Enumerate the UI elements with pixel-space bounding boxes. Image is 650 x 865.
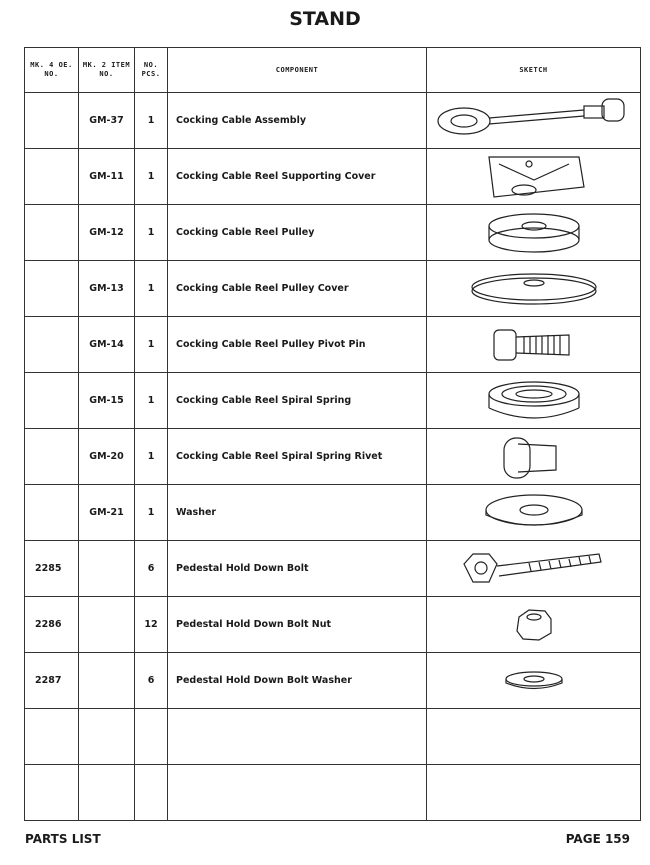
component-name: Cocking Cable Reel Spiral Spring Rivet [168,429,427,485]
parts-table [24,47,641,821]
pieces-count [135,765,168,821]
pivot-pin-sketch-icon [427,317,641,373]
table-row [25,485,641,541]
component-name: Cocking Cable Reel Pulley [168,205,427,261]
pieces-count: 1 [135,317,168,373]
component-name: Cocking Cable Assembly [168,93,427,149]
table-row [25,765,641,821]
item-number: GM-21 [79,485,135,541]
pieces-count: 1 [135,373,168,429]
table-row [25,429,641,485]
component-name: Washer [168,485,427,541]
page-title: STAND [289,8,361,30]
pieces-count: 1 [135,485,168,541]
oe-number: 2285 [25,541,79,597]
item-number: GM-13 [79,261,135,317]
component-name: Cocking Cable Reel Supporting Cover [168,149,427,205]
component-name: Cocking Cable Reel Pulley Pivot Pin [168,317,427,373]
pieces-count: 12 [135,597,168,653]
pieces-count: 6 [135,541,168,597]
page-number: PAGE 159 [565,832,630,846]
oe-number [25,373,79,429]
washer-sketch-icon [427,485,641,541]
sketch-cell [427,765,641,821]
table-row [25,653,641,709]
table-row [25,205,641,261]
item-number [79,709,135,765]
item-number [79,765,135,821]
oe-number [25,765,79,821]
oe-number [25,709,79,765]
pieces-count: 1 [135,261,168,317]
table-row [25,597,641,653]
header-sketch: SKETCH [427,48,641,93]
oe-number [25,317,79,373]
pulley-sketch-icon [427,205,641,261]
table-row [25,317,641,373]
item-number: GM-15 [79,373,135,429]
oe-number [25,261,79,317]
item-number [79,653,135,709]
item-number: GM-11 [79,149,135,205]
component-name: Pedestal Hold Down Bolt [168,541,427,597]
component-name: Cocking Cable Reel Spiral Spring [168,373,427,429]
pieces-count [135,709,168,765]
small-washer-sketch-icon [427,653,641,709]
header-oe: MK. 4 OE. NO. [25,48,79,93]
item-number [79,541,135,597]
item-number: GM-14 [79,317,135,373]
pieces-count: 6 [135,653,168,709]
component-name: Cocking Cable Reel Pulley Cover [168,261,427,317]
table-row [25,541,641,597]
table-row [25,93,641,149]
bolt-sketch-icon [427,541,641,597]
oe-number [25,485,79,541]
component-name: Pedestal Hold Down Bolt Washer [168,653,427,709]
table-header [25,48,641,93]
cable-assembly-sketch-icon [427,93,641,149]
header-component: COMPONENT [168,48,427,93]
spiral-spring-sketch-icon [427,373,641,429]
supporting-cover-sketch-icon [427,149,641,205]
header-item: MK. 2 ITEM NO. [79,48,135,93]
item-number [79,597,135,653]
pieces-count: 1 [135,149,168,205]
footer-label: PARTS LIST [25,832,101,846]
component-name: Pedestal Hold Down Bolt Nut [168,597,427,653]
oe-number [25,205,79,261]
sketch-cell [427,709,641,765]
table-row [25,373,641,429]
pieces-count: 1 [135,429,168,485]
component-name [168,765,427,821]
oe-number [25,149,79,205]
item-number: GM-12 [79,205,135,261]
header-pcs: NO. PCS. [135,48,168,93]
table-row [25,709,641,765]
item-number: GM-37 [79,93,135,149]
oe-number: 2287 [25,653,79,709]
pieces-count: 1 [135,93,168,149]
table-row [25,261,641,317]
item-number: GM-20 [79,429,135,485]
oe-number [25,93,79,149]
component-name [168,709,427,765]
rivet-sketch-icon [427,429,641,485]
nut-sketch-icon [427,597,641,653]
pieces-count: 1 [135,205,168,261]
pulley-cover-sketch-icon [427,261,641,317]
table-row [25,149,641,205]
oe-number [25,429,79,485]
oe-number: 2286 [25,597,79,653]
